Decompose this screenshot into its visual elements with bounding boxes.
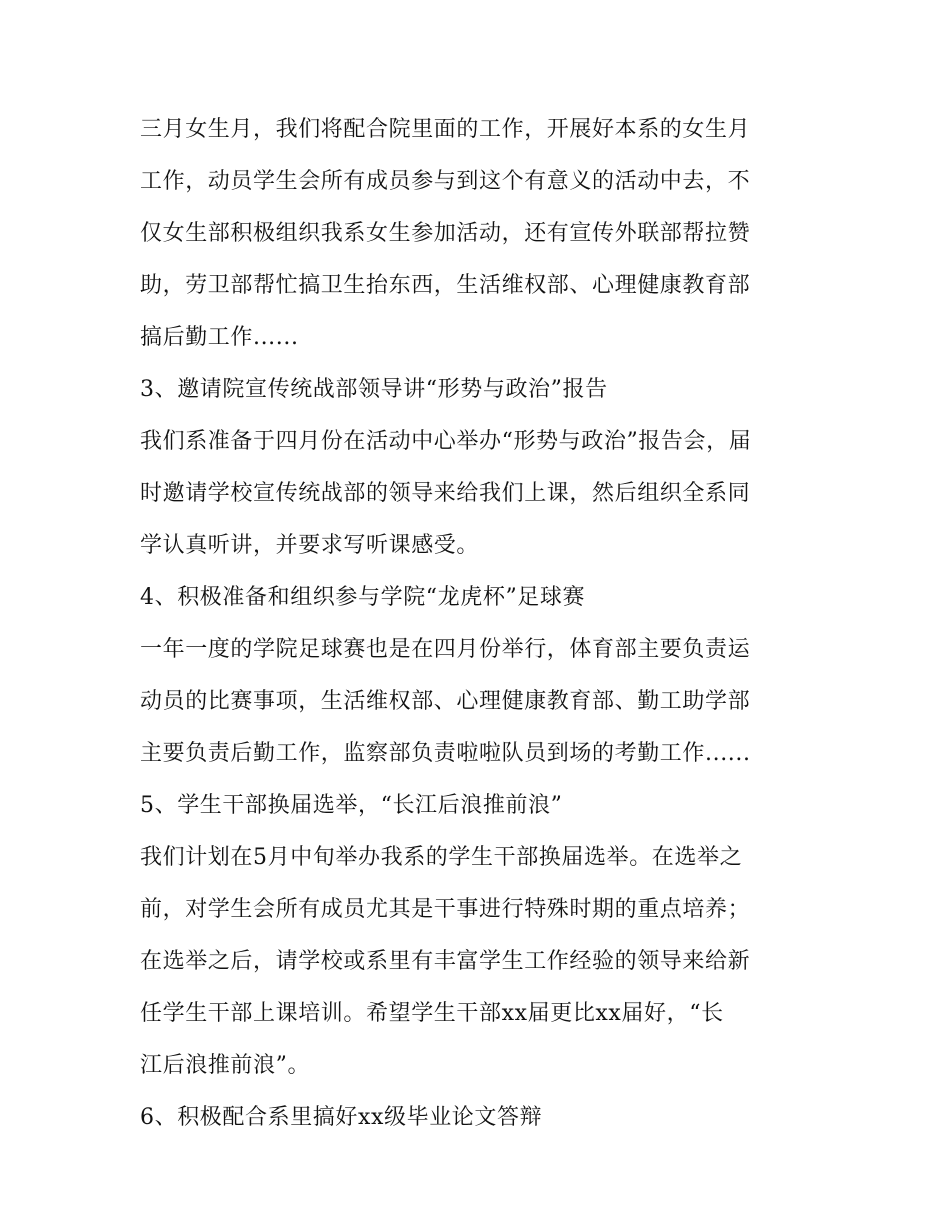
heading-text: 3、邀请院宣传统战部领导讲“形势与政治”报告 <box>140 377 608 402</box>
paragraph-womens-month <box>140 104 820 364</box>
text-line: 江后浪推前浪”。 <box>140 1053 311 1078</box>
heading-text: 5、学生干部换届选举，“长江后浪推前浪” <box>140 793 563 818</box>
text-line: 仅女生部积极组织我系女生参加活动，还有宣传外联部帮拉赞 <box>140 221 751 246</box>
text-line: 一年一度的学院足球赛也是在四月份举行，体育部主要负责运 <box>140 637 751 662</box>
heading-item-5 <box>140 780 820 832</box>
heading-text: 4、积极准备和组织参与学院“龙虎杯”足球赛 <box>140 585 586 610</box>
text-line: 我们计划在5月中旬举办我系的学生干部换届选举。在选举之 <box>140 845 743 870</box>
text-line: 三月女生月，我们将配合院里面的工作，开展好本系的女生月 <box>140 117 751 142</box>
paragraph-football-match <box>140 624 820 780</box>
text-line: 主要负责后勤工作，监察部负责啦啦队员到场的考勤工作...... <box>140 741 751 766</box>
heading-item-6 <box>140 1092 820 1144</box>
paragraph-report-meeting <box>140 416 820 572</box>
heading-item-3 <box>140 364 820 416</box>
text-line: 助，劳卫部帮忙搞卫生抬东西，生活维权部、心理健康教育部 <box>140 273 751 298</box>
text-line: 前，对学生会所有成员尤其是干事进行特殊时期的重点培养； <box>140 897 751 922</box>
text-line: 我们系准备于四月份在活动中心举办“形势与政治”报告会，届 <box>140 429 752 454</box>
text-line: 搞后勤工作...... <box>140 325 299 350</box>
text-line: 工作，动员学生会所有成员参与到这个有意义的活动中去，不 <box>140 169 751 194</box>
document-body <box>140 104 820 1144</box>
text-line: 任学生干部上课培训。希望学生干部xx届更比xx届好，“长 <box>140 1001 724 1026</box>
text-line: 动员的比赛事项，生活维权部、心理健康教育部、勤工助学部 <box>140 689 751 714</box>
heading-item-4 <box>140 572 820 624</box>
paragraph-election <box>140 832 820 1092</box>
text-line: 时邀请学校宣传统战部的领导来给我们上课，然后组织全系同 <box>140 481 751 506</box>
text-line: 学认真听讲，并要求写听课感受。 <box>140 533 480 558</box>
text-line: 在选举之后，请学校或系里有丰富学生工作经验的领导来给新 <box>140 949 751 974</box>
heading-text: 6、积极配合系里搞好xx级毕业论文答辩 <box>140 1105 543 1130</box>
